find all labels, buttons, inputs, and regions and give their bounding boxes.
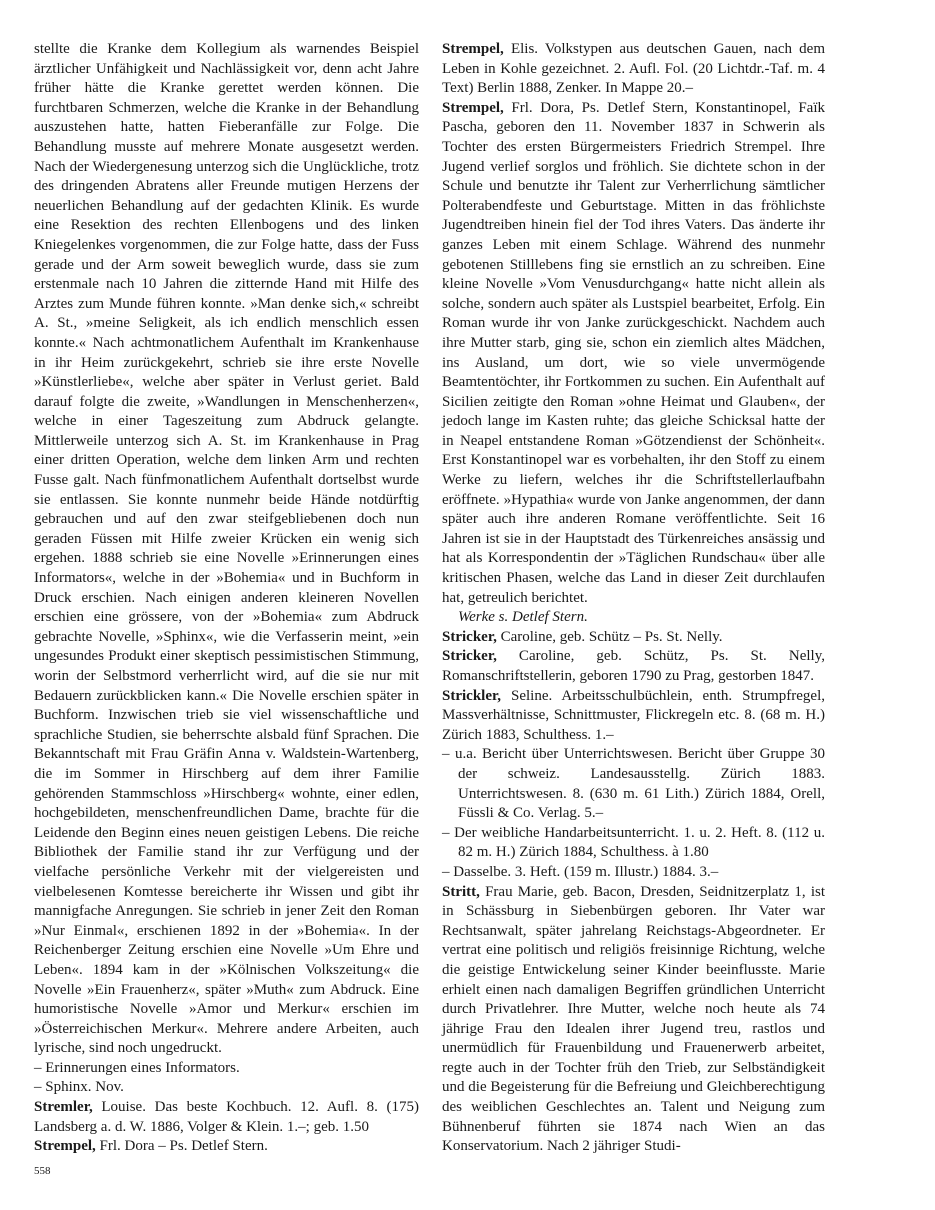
right-column (442, 40, 825, 1157)
work-item: – Erinnerungen eines Informators. (34, 1059, 240, 1076)
entry-name: Stricker, (442, 628, 497, 645)
entry-name: Strickler, (442, 687, 502, 704)
entry-stritt (442, 883, 825, 1157)
entry-continuation-text: stellte die Kranke dem Kollegium als warnendes Beispiel ärztlicher Unfähigkeit und Nachlässigkeit vor, denn acht Jahre früher hätte die Kranke gerettet werden können. Die furchtbaren Schmerzen, welche die Kranke in der Behandlung auszustehen hatte, hatten Fieberanfälle zur Folge. Die Behandlung musste auf mehrere Monate ausgesetzt werden. Nach der Wiedergenesung unterzog sich die Unglückliche, trotz des dringenden Abratens aller Freunde mutigen Herzens der neuerlichen Behandlung auf der gedachten Klinik. Es wurde eine Resektion des rechten Ellenbogens und des linken Kniegelenkes vorgenommen, die zur Folge hatte, dass der Fuss gerade und der Arm soweit beweglich wurde, dass sie zum erstenmale nach 10 Jahren die zitternde Hand mit Hilfe des Arztes zum Munde führen konnte. »Man denke sich,« schreibt A. St., »meine Seligkeit, als ich endlich menschlich essen konnte.« Nach achtmonatlichem Aufenthalt im Krankenhause in ihr Heim zurückgekehrt, schrieb sie ihre erste Novelle »Künstlerliebe«, welche aber später in Verlust geriet. Bald darauf folgte die zweite, »Wandlungen in Menschenherzen«, welche in einer Tageszeitung zum Abdruck gelangte. Mittlerweile unterzog sich A. St. im Krankenhause in Prag einer dritten Operation, welche dem linken Arm und rechten Fusse galt. Nach fünfmonatlichem Aufenthalt dortselbst wurde sie entlassen. Sie konnte nunmehr beide Hände notdürftig gebrauchen und auf den zwar steifgebliebenen doch nun geraden Füssen mit Hilfe zweier Krücken ein wenig sich ergehen. 1888 schrieb sie eine Novelle »Erinnerungen eines Informators«, welche in der »Bohemia« und in Buchform in Druck erschien. Nach einigen anderen kleineren Novellen erschien eine grössere, von der »Bohemia« zum Abdruck gebrachte Novelle, »Sphinx«, wie die Verfasserin meint, »ein ungesundes Produkt einer skeptisch pessimistischen Stimmung, worin der Selbstmord verherrlicht wird, auf die sie nur mit Bedauern zurückblicken kann.« Die Novelle erschien später in Buchform. Inzwischen trieb sie viel wissenschaftliche und sprachliche Studien, sie beherrschte alsbald fünf Sprachen. Die Bekanntschaft mit Frau Gräfin Anna v. Waldstein-Wartenberg, die im Sommer in Hirschberg auf dem ihrer Familie gehörenden Stammschloss »Hirschberg« wohnte, einer edlen, hochgebildeten, menschenfreundlichen Dame, brachte für die Leidende den Beginn eines neuen geistigen Lebens. Die reiche Bibliothek der Familie stand ihr zur Verfügung und der vielfache persönliche Verkehr mit der vielgereisten und vielbelesenen Komtesse bereicherte ihr Wissen und gibt ihr mannigfache Anregungen. Sie schrieb in jener Zeit den Roman »Nur Einmal«, erschienen 1892 in der »Bohemia«. In der Reichenberger Zeitung erschien eine Novelle »Um Ehre und Leben«. 1894 kam in der »Kölnischen Volkszeitung« die Novelle »Ein Frauenherz«, später »Muth« zum Abdruck. Eine humoristische Novelle »Amor und Merkur« erschien im »Österreichischen Merkur«. Mehrere andere Arbeiten, auch lyrische, sind noch ungedruckt. (34, 41, 419, 1057)
entry-strickler (442, 687, 825, 746)
works-reference: Werke s. Detlef Stern. (458, 609, 588, 626)
entry-text: Frl. Dora – Ps. Detlef Stern. (95, 1138, 268, 1155)
entry-text: Frl. Dora, Ps. Detlef Stern, Konstantinopel, Faïk Pascha, geboren den 11. November 1837 in Schwerin als Tochter des ersten Bürgermeisters Friedrich Strempel. Ihre Jugend verlief sorglos und fröhlich. Sie dichtete schon in der Schule und benutzte ihr Talent zur Verherrlichung sämtlicher Polterabendfeste und Geburtstage. Mitten in das fröhlichste Jugendtreiben hinein fiel der Tod ihres Vaters. Das änderte ihr ganzes Leben mit einem Schlage. Während des nunmehr gebotenen Stilllebens fing sie ernstlich an zu schreiben. Eine kleine Novelle »Vom Venusdurchgang« hatte nicht allein als solche, sondern auch später als Lustspiel bearbeitet, Erfolg. Ein Roman wurde ihr von Janke zurückgeschickt. Nachdem auch ihre Mutter starb, ging sie, schon ein ziemlich altes Mädchen, ins Ausland, um dort, wie so viele unvermögende Beamtentöchter, ihr Fortkommen zu suchen. Ein Aufenthalt auf Sicilien zeitigte den Roman »ohne Heimat und Glauben«, der jedoch lange im Kasten ruhte; das gleiche Schicksal hatte der in Neapel entstandene Roman »Götzendienst der Schönheit«. Erst Konstantinopel war es vorbehalten, ihr den Stoff zu einem Werke zu liefern, welches ihr die Schriftstellerlaufbahn eröffnete. »Hypathia« wurde von Janke angenommen, der dann später auch ihre anderen Romane veröffentlichte. Seit 16 Jahren ist sie in der Hauptstadt des Türkenreiches ansässig und hat als Korrespondentin der »Täglichen Rundschau« über alle kritischen Phasen, welche das Land in dieser Zeit durchlaufen hat, getreulich berichtet. (442, 99, 825, 606)
work-item: – Der weibliche Handarbeitsunterricht. 1. u. 2. Heft. 8. (112 u. 82 m. H.) Zürich 1884, Schulthess. à 1.80 (442, 824, 825, 861)
entry-text: Frau Marie, geb. Bacon, Dresden, Seidnitzerplatz 1, ist in Schässburg in Siebenbürgen geboren. Ihr Vater war Rechtsanwalt, später jahrelang Reichstags-Abgeordneter. Er vertrat eine politisch und religiös freisinnige Richtung, welche die geistige Entwickelung seiner Kinder beeinflusste. Marie erhielt einen nach damaligen Begriffen gründlichen Unterricht durch Privatlehrer. Ihre Mutter, welche noch heute als 74 jährige Frau den Idealen ihrer Jugend treu, rastlos und unermüdlich für Frauenbildung und Frauenerwerb arbeitet, regte auch in der Tochter früh den Trieb, zur Selbständigkeit und die Begeisterung für die Befreiung und Gleichberechtigung des weiblichen Geschlechtes an. Talent und Neigung zum Bühnenberuf führten sie 1874 nach Wien an das Konservatorium. Nach 2 jähriger Studi- (442, 883, 825, 1155)
entry-name: Strempel, (34, 1138, 96, 1155)
work-item: – Sphinx. Nov. (34, 1079, 124, 1096)
entry-text: Seline. Arbeitsschulbüchlein, enth. Strumpfregel, Massverhältnisse, Schnittmuster, Flickregeln etc. 8. (68 m. H.) Zürich 1883, Schulthess. 1.– (442, 687, 825, 743)
entry-stremler (34, 1098, 419, 1137)
entry-strempel-dora (442, 99, 825, 608)
entry-name: Strempel, (442, 41, 504, 57)
entry-text: Louise. Das beste Kochbuch. 12. Aufl. 8. (175) Landsberg a. d. W. 1886, Volger & Klein. 1.–; geb. 1.50 (34, 1099, 419, 1135)
entry-stricker-caroline (442, 647, 825, 686)
entry-stricker-ps (442, 628, 825, 648)
entry-strempel-ps (34, 1137, 419, 1157)
entry-name: Stremler, (34, 1099, 93, 1116)
work-item: – Dasselbe. 3. Heft. (159 m. Illustr.) 1884. 3.– (442, 863, 719, 880)
left-column (34, 40, 419, 1157)
entry-name: Stritt, (442, 883, 480, 900)
entry-text: Elis. Volkstypen aus deutschen Gauen, nach dem Leben in Kohle gezeichnet. 2. Aufl. Fol. (20 Lichtdr.-Taf. m. 4 Text) Berlin 1888, Zenker. In Mappe 20.– (442, 41, 825, 97)
entry-strempel-elis (442, 40, 825, 99)
entry-text: Caroline, geb. Schütz – Ps. St. Nelly. (496, 628, 723, 645)
entry-text: Caroline, geb. Schütz, Ps. St. Nelly, Romanschriftstellerin, geboren 1790 zu Prag, gestorben 1847. (442, 648, 825, 684)
entry-name: Strempel, (442, 99, 504, 116)
page-number: 558 (34, 1165, 51, 1177)
work-item: – u.a. Bericht über Unterrichtswesen. Bericht über Gruppe 30 der schweiz. Landesausstellg. Zürich 1883. Unterrichtswesen. 8. (630 m. 61 Lith.) Zürich 1884, Orell, Füssli & Co. Verlag. 5.– (442, 746, 825, 822)
entry-name: Stricker, (442, 648, 497, 665)
